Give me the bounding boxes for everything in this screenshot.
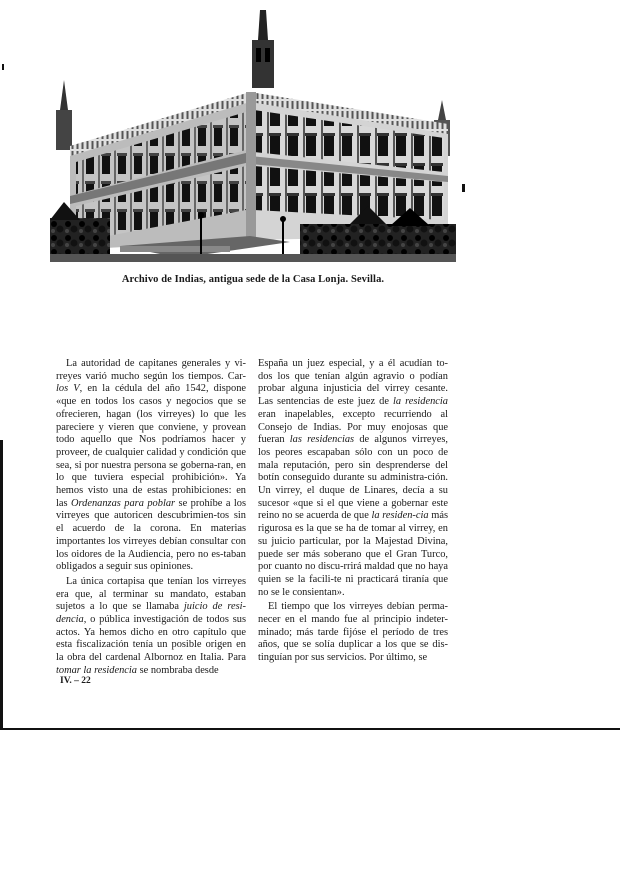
building-photo xyxy=(50,10,456,262)
paragraph-text: , en la cédula del año 1542, dispone «que en todos los casos y negocios que se ofrecieren, hagan (los virreyes) lo que les pareciere y vieren que conviene, y provean todo aquello que Nos podríamos hacer y proveer, de cualquier calidad y condición que sea, si por nuestra persona se goberna-ran, en lo que tuviera especial prohibición». Ya hemos visto una de estas prohibiciones: en las xyxy=(56,383,246,509)
paragraph-text: La única cortapisa que tenían los virreyes era que, al terminar su mandato, estaban sujetos a lo que se llamaba xyxy=(56,575,246,613)
paragraph-text: El tiempo que los virreyes debían perma-necer en el mando fue al principio indeter-minado; más tarde fijóse el período de tres años, que se solía duplicar a los que se dis-tinguían por sus servicios. Por último, se xyxy=(258,601,448,664)
paragraph-text: , o pública investigación de todos sus actos. Ya hemos dicho en otro capítulo que esta fiscalización tenía un posible origen en la obra del cardenal Albornoz en Italia. Para xyxy=(56,614,246,664)
scan-tick-left xyxy=(2,64,4,70)
paragraph xyxy=(56,358,246,574)
paragraph-text: más rigurosa es la que se ha de tomar al virrey, en su juicio particular, por la Majestad Divina, puede ser más soberano que el Gran Turco, por cuanto no discu-rrirá maldad que no haya quien se la facili-te ni practicará tiranía que no se le consientan». xyxy=(258,510,448,598)
text-column-right xyxy=(258,358,448,665)
italic-text: Ordenanzas para poblar xyxy=(71,497,176,509)
paragraph-text: se prohíbe a los virreyes que autoricen descubrimien-tos sin el acuerdo de la corona. En materias importantes los virreyes debían consultar con los oidores de la Audiencia, pero no es-taban obligados a seguir sus opiniones. xyxy=(56,497,247,573)
text-column-left xyxy=(56,358,246,678)
photo-caption: Archivo de Indias, antigua sede de la Casa Lonja. Sevilla. xyxy=(121,274,385,285)
paragraph xyxy=(258,601,448,665)
scan-border-left xyxy=(0,440,3,730)
paragraph-text: se nombraba desde xyxy=(137,664,219,676)
paragraph-text: España un juez especial, y a él acudían to-dos los que tenían algún agravio o podían probar alguna injusticia del virrey cesante. Las sentencias de este juez de xyxy=(258,358,448,408)
italic-text: la residen-cia xyxy=(371,510,429,522)
italic-text: la residencia xyxy=(392,396,448,408)
italic-text: los V xyxy=(56,383,80,395)
paragraph-text: eran inapelables, excepto recurriendo al Consejo de Indias. Por muy enojosas que fueran xyxy=(258,408,448,446)
italic-text: las residencias xyxy=(289,434,355,446)
paragraph xyxy=(258,358,448,599)
scan-border-bottom xyxy=(0,728,620,730)
paragraph xyxy=(56,576,246,678)
italic-text: tomar la residencia xyxy=(56,664,137,676)
paragraph-text: La autoridad de capitanes generales y vi-rreyes varió mucho según los tiempos. Car- xyxy=(56,358,246,382)
scan-tick-right xyxy=(462,184,465,192)
italic-text: juicio de resi-dencia xyxy=(56,601,246,626)
paragraph-text: de algunos virreyes, los peores escapaban sólo con un poco de mala reputación, pero sin desprenderse del botín conseguido durante su administra-ción. Un virrey, el duque de Linares, decía a su sucesor «que si el que viene a gobernar este reino no se acuerda de que xyxy=(258,434,448,522)
page-folio: IV. – 22 xyxy=(60,676,91,686)
